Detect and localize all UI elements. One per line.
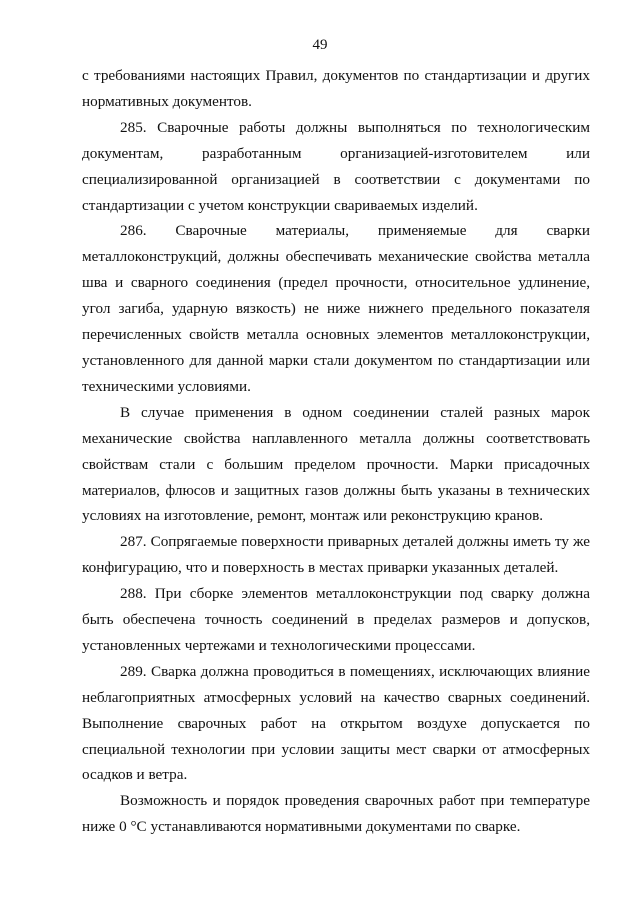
paragraph-285: 285. Сварочные работы должны выполняться по технологическим документам, разработанным организацией-изготовителем или специализированной организацией в соответствии с документами по стандартизации с учетом конструкции свариваемых изделий. bbox=[82, 118, 590, 214]
paragraph-287: 287. Сопрягаемые поверхности приварных деталей должны иметь ту же конфигурацию, что и поверхность в местах приварки указанных деталей. bbox=[82, 533, 590, 577]
page-number: 49 bbox=[312, 37, 328, 53]
paragraph-286: 286. Сварочные материалы, применяемые для сварки металлоконструкций, должны обеспечивать механические свойства металла шва и сварного соединения (предел прочности, относительное удлинение, угол загиба, ударную вязкость) не ниже нижнего предельного показателя перечисленных свойств металла основных элементов металлоконструкции, установленного для данной марки стали документом по стандартизации или техническими условиями. bbox=[82, 222, 590, 395]
paragraph-289-continued: Возможность и порядок проведения сварочных работ при температуре ниже 0 °С устанавливаются нормативными документами по сварке. bbox=[82, 792, 590, 836]
page-body bbox=[82, 63, 590, 840]
paragraph-289: 289. Сварка должна проводиться в помещениях, исключающих влияние неблагоприятных атмосферных условий на качество сварных соединений. Выполнение сварочных работ на открытом воздухе допускается по специальной технологии при условии защиты мест сварки от атмосферных осадков и ветра. bbox=[82, 662, 590, 784]
paragraph-288: 288. При сборке элементов металлоконструкции под сварку должна быть обеспечена точность соединений в пределах размеров и допусков, установленных чертежами и технологическими процессами. bbox=[82, 585, 590, 654]
paragraph-286-continued: В случае применения в одном соединении сталей разных марок механические свойства наплавленного металла должны соответствовать свойствам стали с большим пределом прочности. Марки присадочных материалов, флюсов и защитных газов должны быть указаны в технических условиях на изготовление, ремонт, монтаж или реконструкцию кранов. bbox=[82, 403, 590, 525]
paragraph-continuation: с требованиями настоящих Правил, документов по стандартизации и других нормативных документов. bbox=[82, 67, 590, 110]
